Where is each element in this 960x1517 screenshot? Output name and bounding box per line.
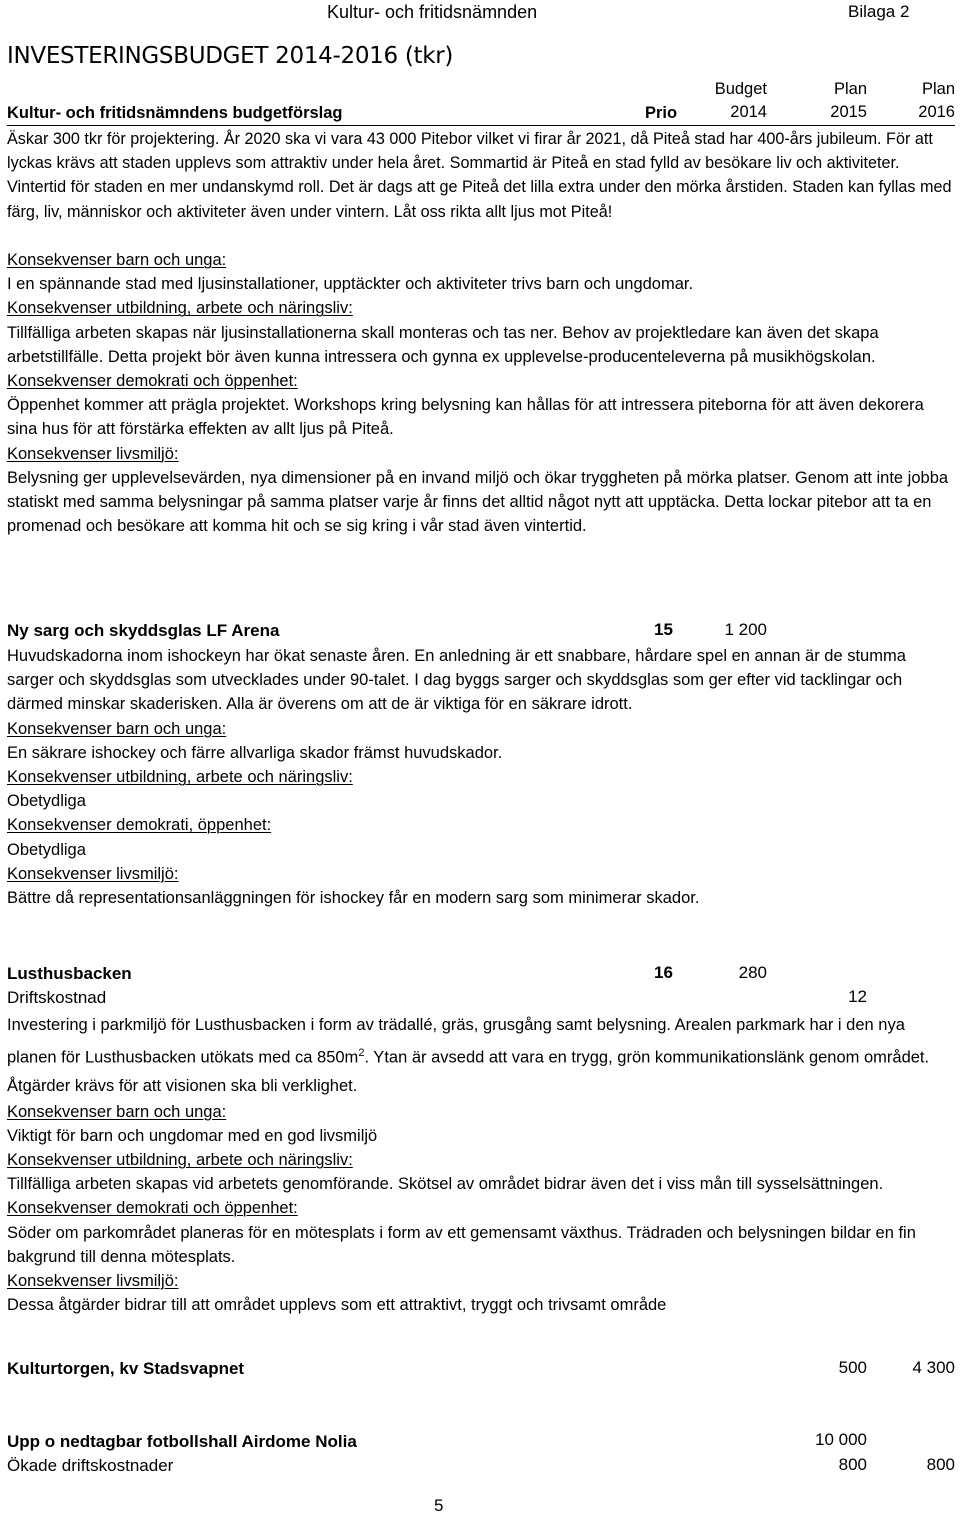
intro-dem-heading: Konsekvenser demokrati och öppenhet: xyxy=(7,372,298,391)
sarg-prio: 15 xyxy=(654,620,673,639)
sarg-section xyxy=(7,644,955,910)
sarg-dem-text: Obetydliga xyxy=(7,840,86,859)
airdome-title: Upp o nedtagbar fotbollshall Airdome Nolia xyxy=(7,1432,357,1451)
intro-utb-text: Tillfälliga arbeten skapas när ljusinstallationerna skall monteras och tas ner. Behov av projektledare kan även det skapa arbetstillfälle. Detta projekt bör även kunna intressera och gynna ex upplevelse-producenteleverna på musikhögskolan. xyxy=(7,323,879,366)
sarg-title: Ny sarg och skyddsglas LF Arena xyxy=(7,621,280,640)
lusthus-liv-heading: Konsekvenser livsmiljö: xyxy=(7,1271,179,1290)
lusthus-barn-text: Viktigt för barn och ungdomar med en god livsmiljö xyxy=(7,1126,378,1145)
airdome-drift-2015: 800 xyxy=(838,1455,867,1474)
sarg-dem-heading: Konsekvenser demokrati, öppenhet: xyxy=(7,816,272,835)
lusthus-drift-label: Driftskostnad xyxy=(7,988,107,1007)
header-divider xyxy=(7,125,955,126)
page-title: INVESTERINGSBUDGET 2014-2016 (tkr) xyxy=(7,43,454,69)
intro-barn-heading: Konsekvenser barn och unga: xyxy=(7,251,227,269)
sarg-barn-heading: Konsekvenser barn och unga: xyxy=(7,719,227,738)
col-plan-2016-year: 2016 xyxy=(918,103,955,121)
lusthus-text-superscript: 2 xyxy=(358,1047,365,1059)
intro-paragraph: Äskar 300 tkr för projektering. År 2020 ska vi vara 43 000 Pitebor vilket vi firar år 2021, då Piteå stad har 400-års jubileum. För att lyckas krävs att staden upplevs som attraktiv under hela året. Sommartid är Piteå en stad fylld av besökare liv och aktiviteter. Vintertid för staden en mer undanskymd roll. Det är dags att ge Piteå det lilla extra under den mörka årstiden. Staden kan fyllas med färg, liv, människor och aktiviteter även under vintern. Låt oss rikta allt ljus mot Piteå! xyxy=(7,130,952,221)
lusthus-dem-text: Söder om parkområdet planeras för en mötesplats i form av ett gemensamt växthus. Trädraden och belysningen bildar en fin bakgrund till denna mötesplats. xyxy=(7,1223,916,1266)
lusthus-barn-heading: Konsekvenser barn och unga: xyxy=(7,1102,227,1121)
sarg-utb-heading: Konsekvenser utbildning, arbete och näringsliv: xyxy=(7,768,353,787)
lusthus-text xyxy=(7,1011,955,1100)
sarg-text: Huvudskadorna inom ishockeyn har ökat senaste åren. En anledning är ett snabbare, hårdare spel en annan är de stumma sarger och skyddsglas som utvecklades under 90-talet. I dag byggs sarger och skyddsglas som ger efter vid tacklingar och därmed minskar skaderisken. Alla är överens om att de är viktiga för en säkrare idrott. xyxy=(7,647,906,714)
kulturtorgen-plan-2015: 500 xyxy=(838,1358,867,1377)
lusthus-text-part1: Investering i parkmiljö för Lusthusbacken i form av trädallé, gräs, grusgång samt belysning. Arealen parkmark har i den nya planen för Lusthusbacken utökats med ca 850m xyxy=(7,1016,905,1067)
airdome-plan-2015: 10 000 xyxy=(815,1430,867,1449)
attachment-label: Bilaga 2 xyxy=(848,2,910,21)
sarg-liv-heading: Konsekvenser livsmiljö: xyxy=(7,864,179,883)
lusthus-section xyxy=(7,1011,955,1317)
intro-liv-heading: Konsekvenser livsmiljö: xyxy=(7,444,179,463)
prio-column-header: Prio xyxy=(645,104,678,122)
intro-liv-text: Belysning ger upplevelsevärden, nya dimensioner på en invand miljö och ökar tryggheten på mörka platser. Genom att inte jobba statiskt med samma belysningar på samma platser varje år finns det alltid något nytt att upptäcka. Detta lockar pitebor att ta en promenad och besökare att komma hit och se sig kring i vår stad även vintertid. xyxy=(7,468,949,536)
sarg-barn-text: En säkrare ishockey och färre allvarliga skador främst huvudskador. xyxy=(7,743,503,762)
sarg-budget-2014: 1 200 xyxy=(724,620,767,639)
lusthus-dem-heading: Konsekvenser demokrati och öppenhet: xyxy=(7,1199,298,1218)
col-plan-2015-top: Plan xyxy=(833,80,867,98)
lusthus-liv-text: Dessa åtgärder bidrar till att området upplevs som ett attraktivt, tryggt och trivsamt område xyxy=(7,1296,667,1315)
committee-name: Kultur- och fritidsnämnden xyxy=(327,2,538,22)
col-budget-2014-year: 2014 xyxy=(730,103,767,121)
lusthus-utb-heading: Konsekvenser utbildning, arbete och näringsliv: xyxy=(7,1150,353,1169)
page-number: 5 xyxy=(434,1496,444,1515)
intro-dem-text: Öppenhet kommer att prägla projektet. Workshops kring belysning kan hållas för att intressera piteborna för att även dekorera sina hus för att förstärka effekten av allt ljus på Piteå. xyxy=(7,396,924,439)
col-budget-2014-top: Budget xyxy=(714,80,767,98)
intro-utb-heading: Konsekvenser utbildning, arbete och näringsliv: xyxy=(7,299,353,318)
airdome-drift-label: Ökade driftskostnader xyxy=(7,1456,174,1475)
lusthus-drift-2015: 12 xyxy=(848,987,867,1006)
airdome-drift-2016: 800 xyxy=(926,1455,955,1474)
lusthus-budget-2014: 280 xyxy=(738,963,767,982)
lusthus-title: Lusthusbacken xyxy=(7,964,132,983)
intro-consequences xyxy=(7,248,955,538)
kulturtorgen-plan-2016: 4 300 xyxy=(912,1358,955,1377)
intro-section xyxy=(7,127,955,224)
lusthus-utb-text: Tillfälliga arbeten skapas vid arbetets genomförande. Skötsel av området bidrar även det i viss mån till sysselsättningen. xyxy=(7,1175,884,1194)
sarg-liv-text: Bättre då representationsanläggningen för ishockey får en modern sarg som minimerar skador. xyxy=(7,889,700,908)
intro-barn-text: I en spännande stad med ljusinstallationer, upptäckter och aktiviteter trivs barn och ungdomar. xyxy=(7,275,694,294)
kulturtorgen-title: Kulturtorgen, kv Stadsvapnet xyxy=(7,1359,245,1378)
col-plan-2015-year: 2015 xyxy=(830,103,867,121)
budget-proposal-heading: Kultur- och fritidsnämndens budgetförslag xyxy=(7,104,343,122)
lusthus-prio: 16 xyxy=(654,963,673,982)
lusthus-text-part2: . Ytan är avsedd att vara en trygg, grön kommunikationslänk genom området. Åtgärder krävs för att visionen ska bli verklighet. xyxy=(7,1048,930,1095)
sarg-utb-text: Obetydliga xyxy=(7,792,86,811)
col-plan-2016-top: Plan xyxy=(921,80,955,98)
